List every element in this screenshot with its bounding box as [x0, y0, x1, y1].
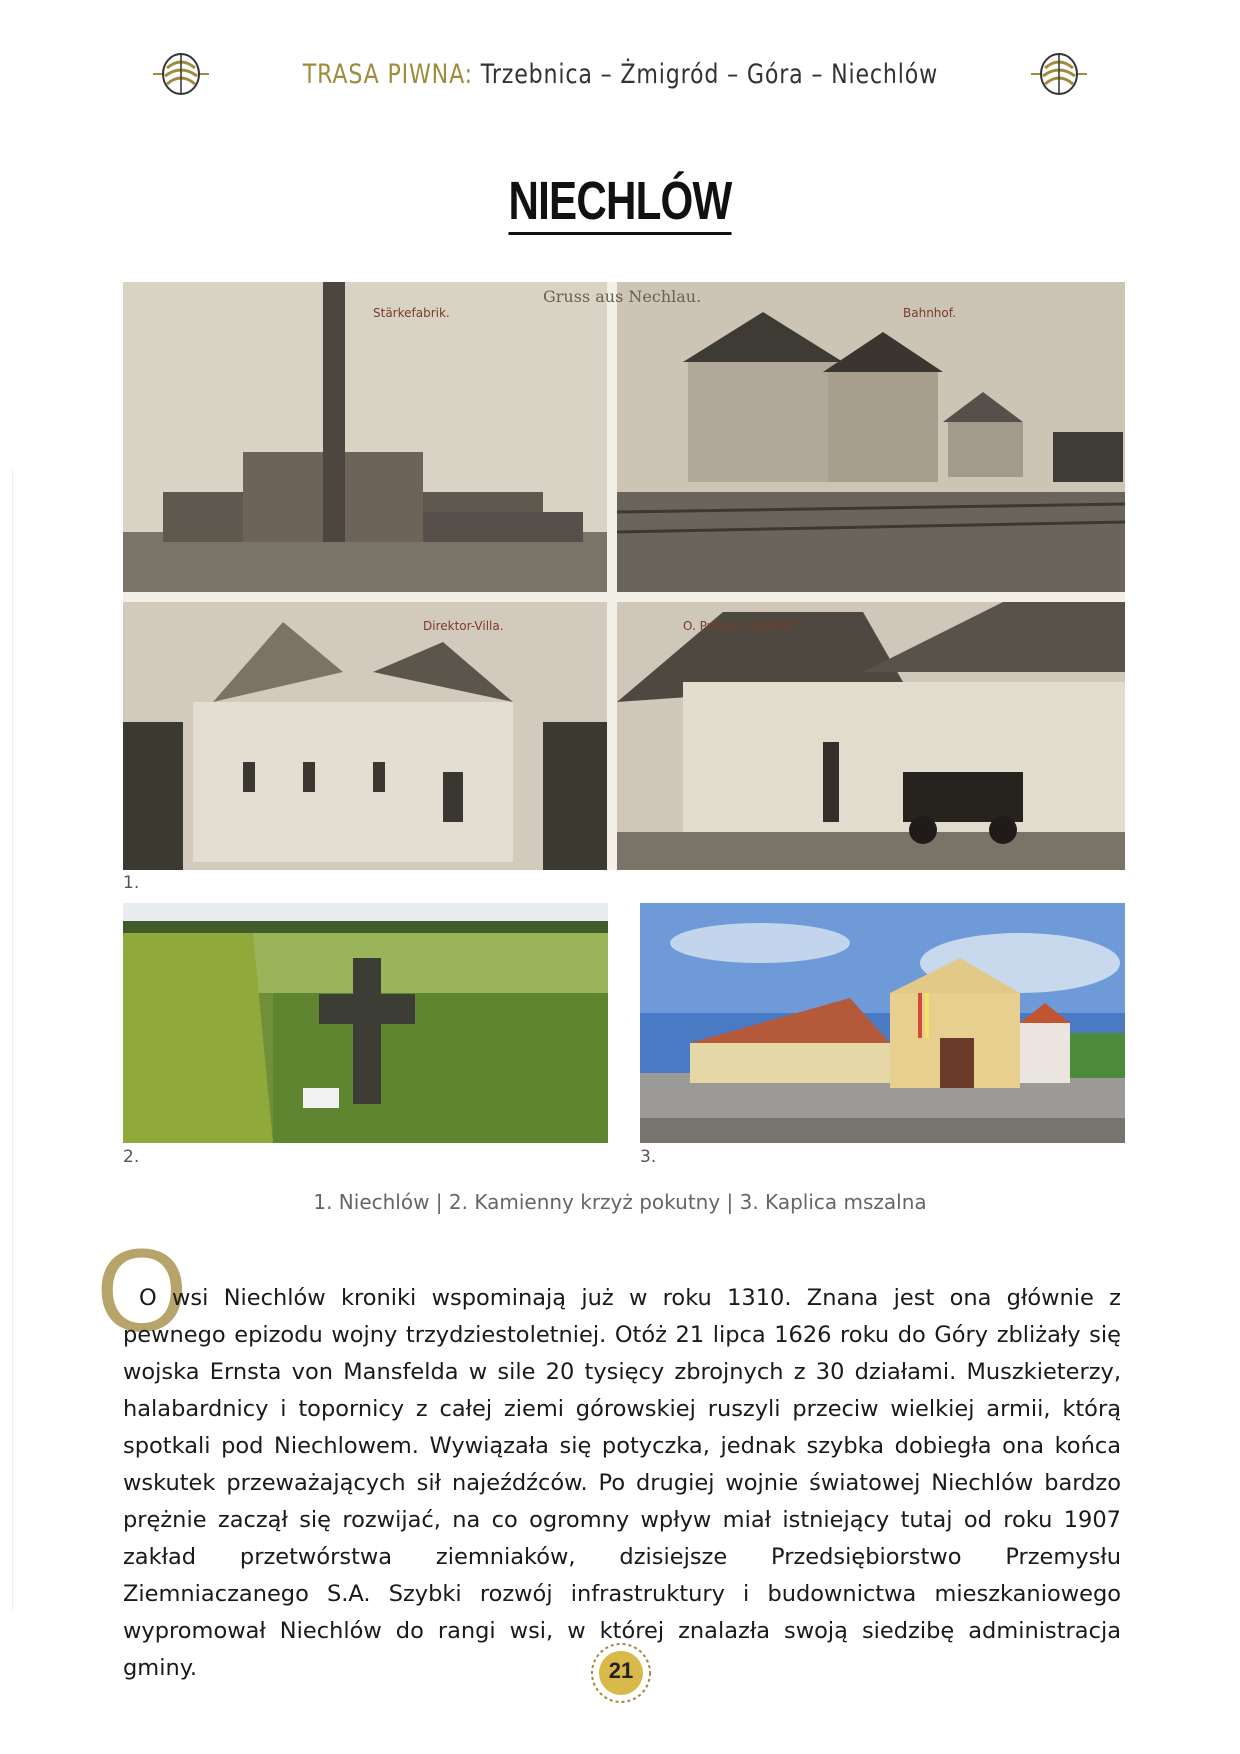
postcard-header-text: Gruss aus Nechlau. [543, 287, 702, 306]
photo-label-2: 2. [123, 1147, 140, 1167]
page-edge-rule [12, 470, 13, 1610]
photo-label-3: 3. [640, 1147, 657, 1167]
postcard-image [123, 282, 1125, 870]
postcard-panel-label: Stärkefabrik. [373, 306, 450, 320]
postcard-panel-label: Direktor-Villa. [423, 619, 504, 633]
article-paragraph: O wsi Niechlów kroniki wspominają już w roku 1310. Znana jest ona głównie z pewnego epizodu wojny trzydziestoletniej. Otóż 21 lipca 1626 roku do Góry zbliżały się wojska Ernsta von Mansfelda w sile 20 tysięcy zbrojnych z 30 działami. Muszkieterzy, halabardnicy i topornicy z całej ziemi górowskiej ruszyli przeciw wielkiej armii, którą spotkali pod Niechlowem. Wywiązała się potyczka, jednak szybka dobiegła ona końca wskutek przeważających sił najeźdźców. Po drugiej wojnie światowej Niechlów bardzo prężnie zaczął się rozwijać, na co ogromny wpływ miał istniejący tutaj od roku 1907 zakład przetwórstwa ziemniaków, dzisiejsze Przedsiębiorstwo Przemysłu Ziemniaczanego S.A. Szybki rozwój infrastruktury i budownictwa mieszkaniowego wypromował Niechlów do rangi wsi, w której znalazła swoją siedzibę administracja gminy. [123, 1285, 1121, 1681]
page-title: NIECHLÓW [0, 170, 1240, 235]
article-body [123, 1280, 1121, 1687]
hop-cone-icon [1029, 48, 1089, 100]
hop-cone-icon [151, 48, 211, 100]
chapel-image [640, 903, 1125, 1143]
photo-label-1: 1. [123, 873, 140, 893]
chapel-photo [640, 903, 1125, 1143]
running-header [0, 44, 1240, 104]
postcard-panel-label: O. Preuss, Gasthof. [683, 619, 797, 633]
header-title [302, 59, 937, 90]
postcard-panel-label: Bahnhof. [903, 306, 956, 320]
stone-cross-photo [123, 903, 608, 1143]
figure-caption: 1. Niechlów | 2. Kamienny krzyż pokutny | 3. Kaplica mszalna [313, 1190, 927, 1214]
header-prefix: TRASA PIWNA: [302, 58, 473, 90]
header-route: Trzebnica – Żmigród – Góra – Niechlów [472, 58, 938, 90]
drop-cap: O [96, 1225, 188, 1357]
postcard-photo [123, 282, 1125, 870]
page-number: 21 [608, 1658, 634, 1683]
stone-cross-image [123, 903, 608, 1143]
